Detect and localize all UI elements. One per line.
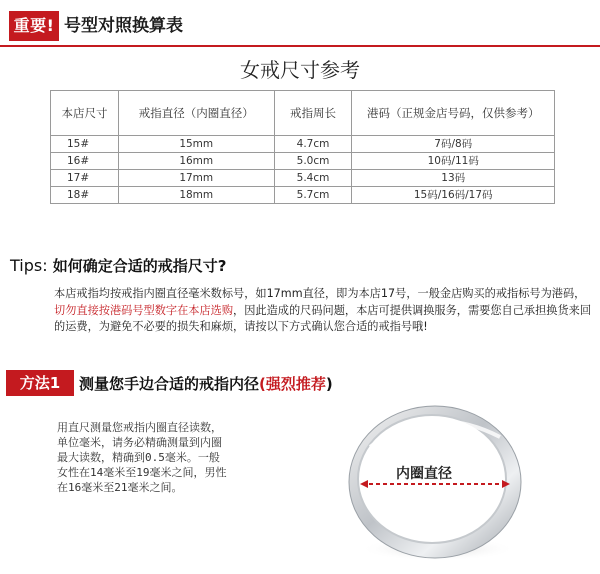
cell-circumference: 5.7cm [274, 187, 352, 204]
table-row [51, 136, 555, 153]
tips-body-text-2: ，因此造成的尺码问题，本店可提供调换服务，需要您自己承担换货来回的运费，为避免不必要的损失和麻烦，请按以下方式确认您合适的戒指号哦! [54, 303, 592, 333]
cell-hk-size: 13码 [352, 170, 555, 187]
method-title [79, 373, 333, 395]
tips-body-text-1: 本店戒指均按戒指内圈直径毫米数标号，如17mm直径，即为本店17号，一般金店购买的戒指标号为港码， [54, 287, 586, 300]
tips-label: Tips: [10, 256, 48, 275]
table-row [51, 187, 555, 204]
cell-size: 16# [51, 153, 119, 170]
cell-hk-size: 15码/16码/17码 [352, 187, 555, 204]
col-header-hk-size: 港码（正规金店号码，仅供参考） [352, 91, 555, 136]
size-table [50, 90, 555, 204]
cell-diameter: 18mm [118, 187, 274, 204]
cell-diameter: 16mm [118, 153, 274, 170]
table-row [51, 170, 555, 187]
method-title-end: ) [325, 375, 333, 393]
method-recommend-text: (强烈推荐 [259, 375, 326, 393]
method-body: 用直尺测量您戒指内圈直径读数，单位毫米，请务必精确测量到内圈最大读数，精确到0.5毫米。一般女性在14毫米至19毫米之间，男性在16毫米至21毫米之间。 [57, 421, 227, 494]
header-divider [0, 45, 600, 47]
tips-body [54, 286, 592, 336]
col-header-diameter: 戒指直径（内圈直径） [118, 91, 274, 136]
ring-inner-diameter-label: 内圈直径 [396, 466, 452, 482]
cell-circumference: 5.0cm [274, 153, 352, 170]
cell-circumference: 4.7cm [274, 136, 352, 153]
cell-diameter: 17mm [118, 170, 274, 187]
table-header-row [51, 91, 555, 136]
tips-heading [10, 255, 226, 277]
cell-size: 17# [51, 170, 119, 187]
important-badge: 重要! [9, 11, 59, 41]
col-header-size: 本店尺寸 [51, 91, 119, 136]
cell-hk-size: 10码/11码 [352, 153, 555, 170]
table-row [51, 153, 555, 170]
header-title: 号型对照换算表 [64, 16, 183, 36]
cell-hk-size: 7码/8码 [352, 136, 555, 153]
table-title: 女戒尺寸参考 [240, 58, 360, 82]
cell-diameter: 15mm [118, 136, 274, 153]
cell-circumference: 5.4cm [274, 170, 352, 187]
cell-size: 15# [51, 136, 119, 153]
cell-size: 18# [51, 187, 119, 204]
tips-title: 如何确定合适的戒指尺寸? [52, 257, 227, 275]
tips-warning-text: 切勿直接按港码号型数字在本店选购 [54, 303, 234, 317]
method-badge: 方法1 [6, 370, 74, 396]
col-header-circumference: 戒指周长 [274, 91, 352, 136]
method-title-text: 测量您手边合适的戒指内径 [79, 375, 260, 393]
